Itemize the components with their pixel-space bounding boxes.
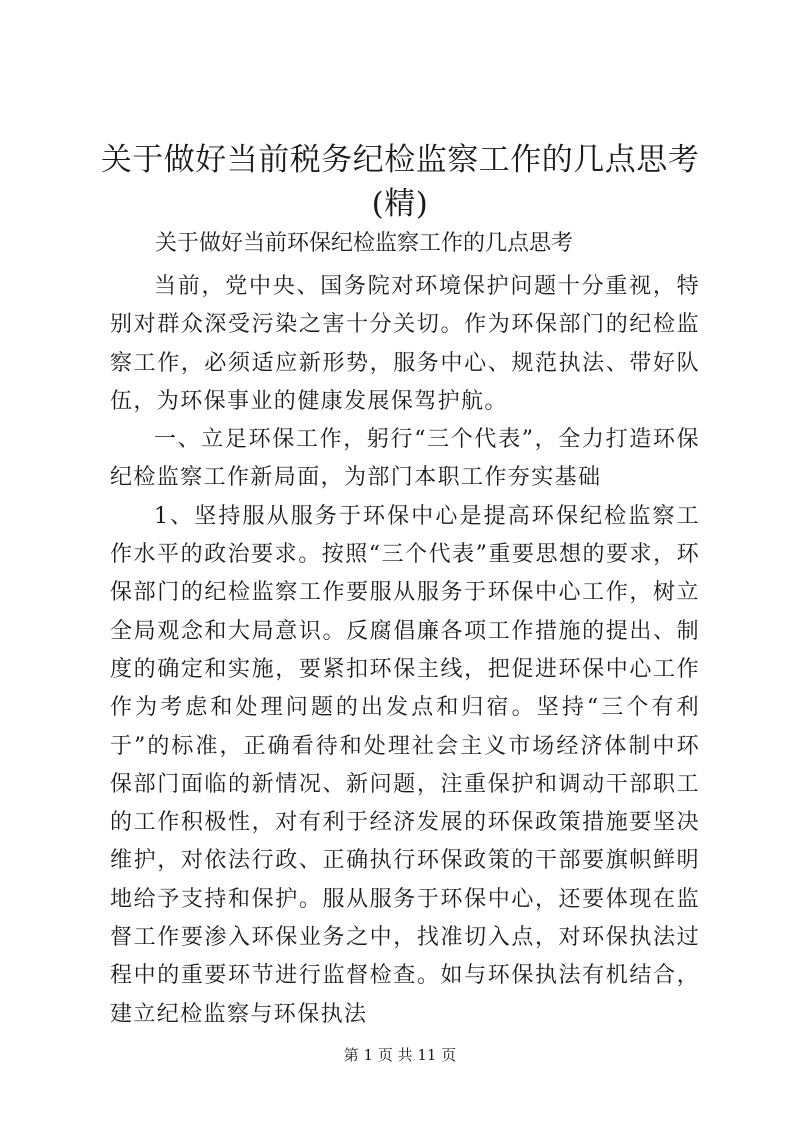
title-line-2: (精) [371, 186, 429, 222]
paragraph-section-heading: 一、立足环保工作，躬行“三个代表”，全力打造环保纪检监察工作新局面，为部门本职工作夯实基础 [110, 427, 700, 491]
document-title [100, 138, 700, 226]
document-body [110, 268, 700, 1034]
page-footer: 第 1 页 共 11 页 [343, 1046, 457, 1064]
paragraph-intro: 当前，党中央、国务院对环境保护问题十分重视，特别对群众深受污染之害十分关切。作为环保部门的纪检监察工作，必须适应新形势，服务中心、规范执法、带好队伍，为环保事业的健康发展保驾护航。 [110, 274, 700, 414]
paragraph-point-1: 1、坚持服从服务于环保中心是提高环保纪检监察工作水平的政治要求。按照“三个代表”重要思想的要求，环保部门的纪检监察工作要服从服务于环保中心工作，树立全局观念和大局意识。反腐倡廉各项工作措施的提出、制度的确定和实施，要紧扣环保主线，把促进环保中心工作作为考虑和处理问题的出发点和归宿。坚持“三个有利于”的标准，正确看待和处理社会主义市场经济体制中环保部门面临的新情况、新问题，注重保护和调动干部职工的工作积极性，对有利于经济发展的环保政策措施要坚决维护，对依法行政、正确执行环保政策的干部要旗帜鲜明地给予支持和保护。服从服务于环保中心，还要体现在监督工作要渗入环保业务之中，找准切入点，对环保执法过程中的重要环节进行监督检查。如与环保执法有机结合，建立纪检监察与环保执法 [110, 503, 700, 1027]
document-subtitle: 关于做好当前环保纪检监察工作的几点思考 [155, 231, 574, 256]
title-line-1: 关于做好当前税务纪检监察工作的几点思考 [100, 142, 700, 178]
